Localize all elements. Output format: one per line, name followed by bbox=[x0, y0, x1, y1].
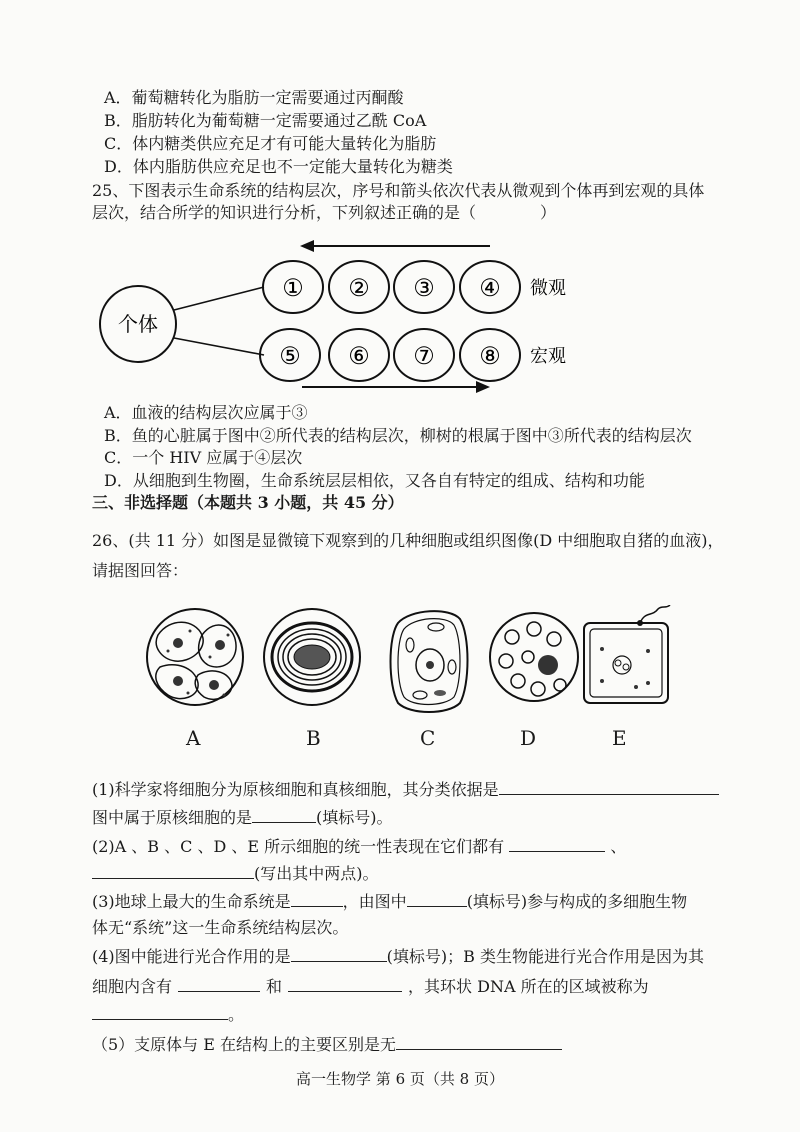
q26-part4-text5: ，其环状 DNA 所在的区域被称为 bbox=[408, 977, 649, 996]
micro-label: 微观 bbox=[530, 278, 566, 299]
svg-text:①: ① bbox=[282, 274, 304, 302]
bottom-node-6 bbox=[329, 329, 389, 381]
q26-part1-text2: 图中属于原核细胞的是 bbox=[92, 808, 253, 827]
bottom-node-8 bbox=[460, 329, 520, 381]
q26-part3-text: (3)地球上最大的生命系统是 bbox=[92, 892, 291, 911]
bottom-node-7 bbox=[394, 329, 454, 381]
figure-label-e: E bbox=[612, 726, 627, 750]
q26-part2-line2 bbox=[92, 862, 379, 885]
svg-text:③: ③ bbox=[413, 274, 435, 302]
q26-part2-text2: (写出其中两点)。 bbox=[254, 864, 379, 883]
svg-text:④: ④ bbox=[479, 274, 501, 302]
q26-part3-line1 bbox=[92, 890, 687, 913]
q25-stem-line1: 25、下图表示生命系统的结构层次，序号和箭头依次代表从微观到个体再到宏观的具体 bbox=[92, 181, 705, 200]
q26-part4-text2: (填标号)；B 类生物能进行光合作用是因为其 bbox=[386, 947, 705, 966]
q24-option-a: A．葡萄糖转化为脂肪一定需要通过丙酮酸 bbox=[104, 88, 404, 107]
q26-part2-sep: 、 bbox=[610, 837, 627, 856]
q25-option-b: B．鱼的心脏属于图中②所代表的结构层次，柳树的根属于图中③所代表的结构层次 bbox=[104, 426, 692, 445]
blank-2-2[interactable] bbox=[92, 862, 254, 879]
blank-4-1[interactable] bbox=[291, 945, 387, 962]
q26-part3-line2: 体无“系统”这一生命系统结构层次。 bbox=[92, 918, 349, 937]
q26-part1-text: (1)科学家将细胞分为原核细胞和真核细胞，其分类依据是 bbox=[92, 780, 499, 799]
blank-4-3[interactable] bbox=[288, 975, 402, 992]
top-node-1 bbox=[263, 261, 323, 313]
q26-part4-line2 bbox=[92, 975, 649, 998]
svg-text:⑧: ⑧ bbox=[479, 342, 501, 370]
q26-part5-text: （5）支原体与 E 在结构上的主要区别是无 bbox=[92, 1035, 397, 1054]
q26-part4-line1 bbox=[92, 945, 704, 968]
svg-text:②: ② bbox=[348, 274, 370, 302]
q26-part2-line1 bbox=[92, 835, 626, 858]
blank-1-2[interactable] bbox=[252, 806, 316, 823]
top-node-4 bbox=[460, 261, 520, 313]
blank-5-1[interactable] bbox=[396, 1033, 562, 1050]
q26-part2-text: (2)A 、B 、C 、D 、E 所示细胞的统一性表现在它们都有 bbox=[92, 837, 505, 856]
q24-option-b: B．脂肪转化为葡萄糖一定需要通过乙酰 CoA bbox=[104, 111, 427, 130]
blank-3-2[interactable] bbox=[407, 890, 467, 907]
figure-label-c: C bbox=[420, 726, 436, 750]
figure-label-a: A bbox=[186, 726, 201, 750]
q26-part3-text2: ，由图中 bbox=[342, 892, 407, 911]
q26-stem-line2: 请据图回答： bbox=[92, 561, 189, 580]
cell-figure-b bbox=[264, 609, 360, 705]
q26-part4-line3 bbox=[92, 1003, 244, 1026]
q24-option-c: C．体内糖类供应充足才有可能大量转化为脂肪 bbox=[104, 134, 437, 153]
q26-part4-text4: 和 bbox=[266, 977, 283, 996]
cell-figure-e bbox=[584, 605, 670, 703]
q25-stem-line2: 层次，结合所学的知识进行分析，下列叙述正确的是（ ） bbox=[92, 203, 557, 222]
q26-part4-text6: 。 bbox=[228, 1005, 245, 1024]
blank-2-1[interactable] bbox=[509, 835, 605, 852]
top-node-2 bbox=[329, 261, 389, 313]
q26-part5 bbox=[92, 1033, 562, 1056]
q26-part4-text3: 细胞内含有 bbox=[92, 977, 173, 996]
life-levels-diagram bbox=[90, 230, 610, 400]
cell-figure-a bbox=[147, 609, 243, 705]
cell-figure-d bbox=[490, 613, 578, 701]
q25-option-d: D．从细胞到生物圈，生命系统层层相依，又各自有特定的组成、结构和功能 bbox=[104, 471, 645, 490]
svg-text:⑥: ⑥ bbox=[348, 342, 370, 370]
macro-label: 宏观 bbox=[530, 346, 566, 367]
q26-part1-line2 bbox=[92, 806, 393, 829]
svg-text:⑦: ⑦ bbox=[413, 342, 435, 370]
q26-part3-text3: (填标号)参与构成的多细胞生物 bbox=[466, 892, 688, 911]
individual-label: 个体 bbox=[118, 312, 158, 336]
cell-figures bbox=[140, 605, 680, 720]
figure-label-b: B bbox=[306, 726, 321, 750]
blank-1-1[interactable] bbox=[499, 778, 719, 795]
q26-part1-text3: (填标号)。 bbox=[316, 808, 393, 827]
q26-part4-text: (4)图中能进行光合作用的是 bbox=[92, 947, 291, 966]
blank-4-4[interactable] bbox=[92, 1003, 228, 1020]
cell-figure-c bbox=[391, 611, 468, 712]
bottom-node-5 bbox=[260, 329, 320, 381]
q24-option-d: D．体内脂肪供应充足也不一定能大量转化为糖类 bbox=[104, 157, 453, 176]
svg-text:⑤: ⑤ bbox=[279, 342, 301, 370]
q25-option-a: A．血液的结构层次应属于③ bbox=[104, 403, 308, 422]
figure-label-d: D bbox=[520, 726, 537, 750]
q25-option-c: C．一个 HIV 应属于④层次 bbox=[104, 448, 303, 467]
section-heading: 三、非选择题（本题共 3 小题，共 45 分） bbox=[92, 493, 404, 512]
top-node-3 bbox=[394, 261, 454, 313]
q26-part1-line1 bbox=[92, 778, 719, 801]
page-footer: 高一生物学 第 6 页（共 8 页） bbox=[296, 1070, 504, 1088]
blank-3-1[interactable] bbox=[291, 890, 343, 907]
blank-4-2[interactable] bbox=[178, 975, 260, 992]
q26-stem-line1: 26、(共 11 分）如图是显微镜下观察到的几种细胞或组织图像(D 中细胞取自猪的血液)， bbox=[92, 531, 724, 550]
